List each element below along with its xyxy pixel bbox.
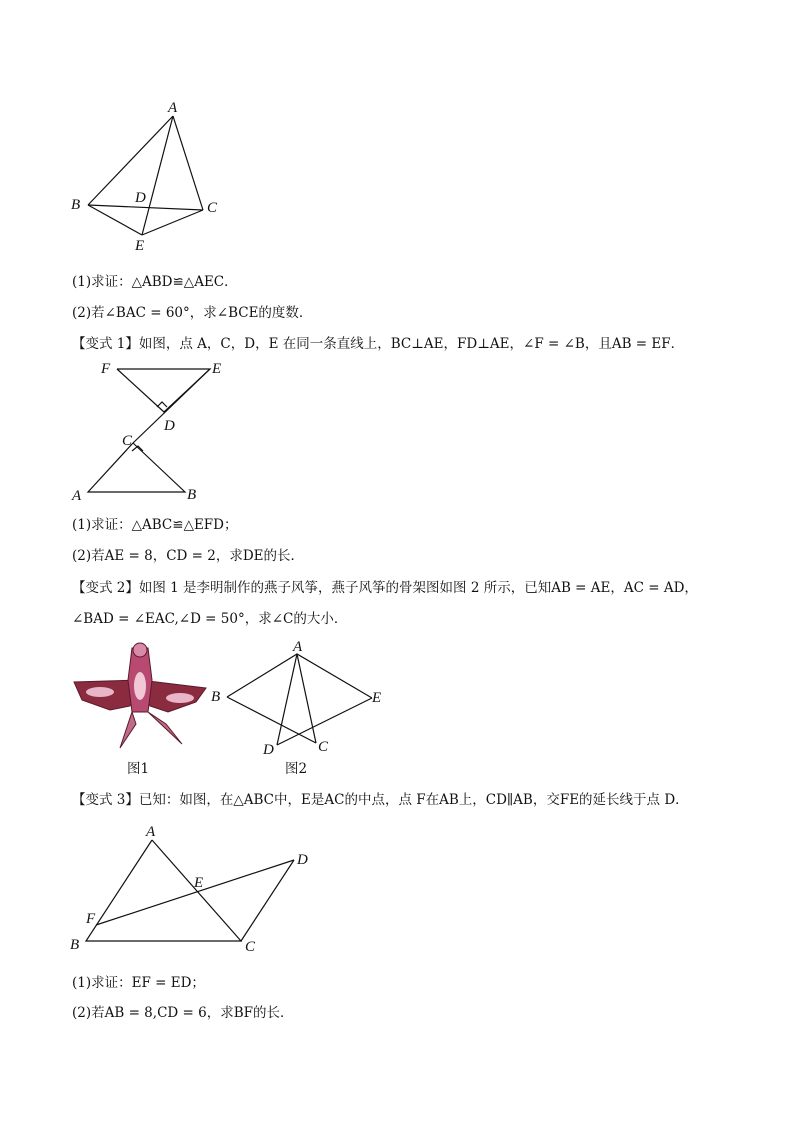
variant-1-part-1: (1)求证：△ABC≌△EFD； <box>72 517 238 533</box>
label-f: F <box>86 911 96 927</box>
caption-fig-1: 图1 <box>127 761 150 777</box>
label-d: D <box>164 418 175 434</box>
triangle-abc <box>86 840 241 941</box>
caption-fig-2: 图2 <box>285 761 308 777</box>
label-d: D <box>135 190 146 206</box>
label-a: A <box>72 488 82 504</box>
kite-right-tail <box>148 712 182 744</box>
figure-variant-3 <box>60 820 320 960</box>
triangle-fde <box>117 369 210 412</box>
figure-variant-2-skeleton <box>205 640 390 760</box>
variant-3-stem: 【变式 3】已知：如图，在△ABC中，E是AC的中点，点 F在AB上，CD∥AB，交FE的延长线于点 D． <box>72 792 689 808</box>
question-part-1: (1)求证：△ABD≌△AEC． <box>72 274 238 290</box>
label-f: F <box>101 361 111 377</box>
segment-cd <box>241 860 294 941</box>
label-c: C <box>122 433 133 449</box>
kite-wing-pattern-left <box>86 687 114 697</box>
label-b: B <box>187 487 197 503</box>
variant-3-part-2: (2)若AB = 8,CD = 6，求BF的长． <box>72 1005 294 1021</box>
figure-variant-1 <box>60 355 250 510</box>
segment-ac <box>173 116 203 210</box>
label-c: C <box>207 200 218 216</box>
label-b: B <box>70 937 80 953</box>
kite-body-pattern <box>134 672 146 700</box>
label-a: A <box>168 100 178 116</box>
variant-1-stem: 【变式 1】如图，点 A，C，D，E 在同一条直线上，BC⊥AE，FD⊥AE，∠F = ∠B，且AB = EF． <box>72 336 685 352</box>
segment-fd <box>96 860 294 925</box>
label-d: D <box>263 742 274 758</box>
kite-wing-pattern-right <box>166 693 194 703</box>
question-part-2: (2)若∠BAC = 60°，求∠BCE的度数． <box>72 305 313 321</box>
right-angle-mark-d <box>157 402 167 407</box>
label-c: C <box>245 939 256 955</box>
variant-1-part-2: (2)若AE = 8，CD = 2，求DE的长． <box>72 548 305 564</box>
kite-photo <box>70 640 210 755</box>
segment-ae <box>142 116 173 235</box>
label-d: D <box>297 852 308 868</box>
label-a: A <box>146 824 156 840</box>
kite-head <box>133 643 147 657</box>
label-a: A <box>293 640 303 655</box>
label-e: E <box>372 690 382 706</box>
segment-ac <box>297 654 316 743</box>
segment-ce <box>142 210 203 235</box>
segment-bc <box>227 697 316 743</box>
segment-ab <box>88 116 173 205</box>
kite-left-tail <box>120 712 136 748</box>
segment-ed <box>277 698 372 745</box>
label-e: E <box>212 361 222 377</box>
figure-1-triangle <box>60 95 230 255</box>
variant-2-stem-line-1: 【变式 2】如图 1 是李明制作的燕子风筝，燕子风筝的骨架图如图 2 所示，已知AB = AE，AC = AD， <box>72 580 698 596</box>
label-e: E <box>194 875 204 891</box>
variant-3-part-1: (1)求证：EF = ED； <box>72 975 205 991</box>
segment-be <box>88 205 142 235</box>
triangle-abc <box>88 443 185 492</box>
variant-2-stem-line-2: ∠BAD = ∠EAC,∠D = 50°，求∠C的大小． <box>72 611 348 627</box>
label-c: C <box>318 739 329 755</box>
label-b: B <box>211 689 221 705</box>
label-e: E <box>135 238 145 254</box>
kite-outline <box>227 654 372 698</box>
label-b: B <box>71 197 81 213</box>
